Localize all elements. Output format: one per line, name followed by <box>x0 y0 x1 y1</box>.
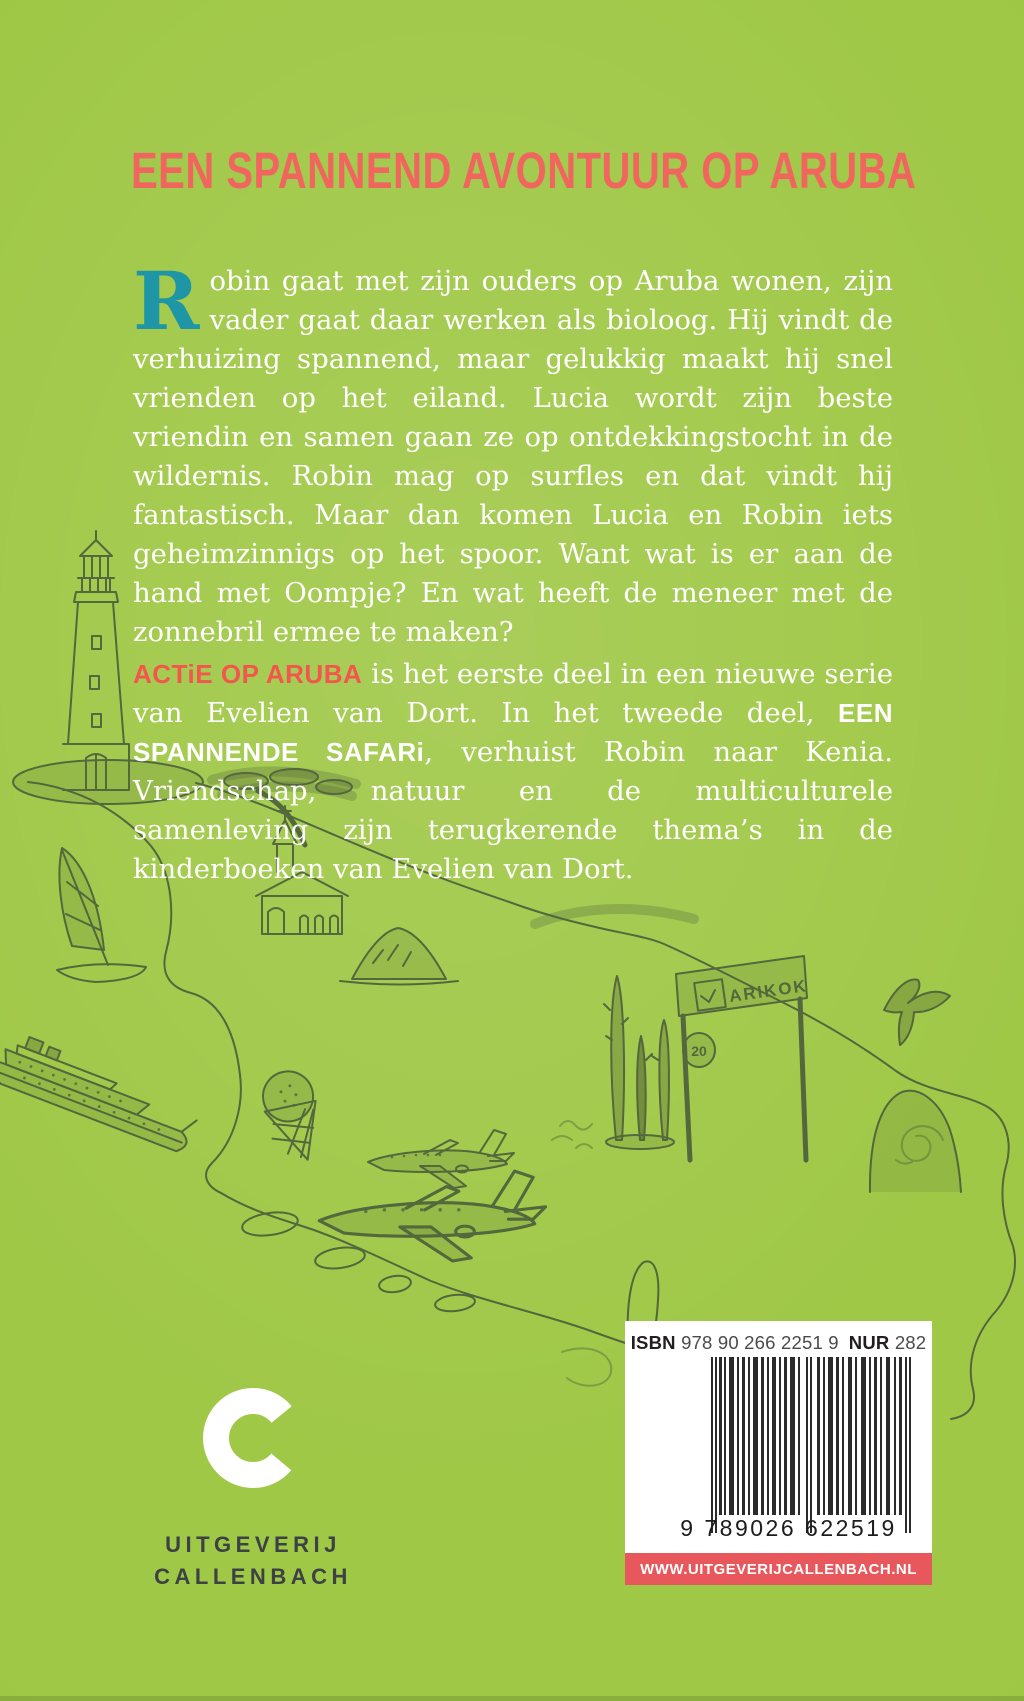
publisher-name-line1: UITGEVERIJ <box>165 1532 341 1557</box>
publisher-website-bar <box>625 1553 932 1585</box>
ice-cream-illustration <box>257 1067 327 1167</box>
nur-value: 282 <box>894 1332 927 1353</box>
website-url: WWW.UITGEVERIJCALLENBACH.NL <box>640 1561 917 1578</box>
publisher-name-line2: CALLENBACH <box>154 1564 352 1589</box>
isbn-value: 978 90 266 2251 9 <box>681 1332 839 1353</box>
cruise-ship-illustration <box>0 1027 203 1154</box>
blurb-text-2b: , verhuist Robin naar Kenia. Vriendschap, natuur en de multiculturele samenleving zijn terugkerende thema’s in de kinderboeken van Evelien van Dort. <box>133 736 893 885</box>
isbn-label: ISBN <box>630 1332 676 1353</box>
airplane-small-illustration <box>368 1130 514 1188</box>
blurb-paragraph-2 <box>133 655 893 889</box>
dropcap: R <box>133 254 200 348</box>
barcode-digits: 9 789026 622519 <box>680 1515 897 1541</box>
park-sign-label: ARIKOK <box>727 976 809 1006</box>
nur-label: NUR <box>848 1332 890 1353</box>
ean-barcode <box>711 1357 911 1535</box>
arikok-park-sign <box>676 956 809 1160</box>
tagline: EEN SPANNEND AVONTUUR OP ARUBA <box>131 143 917 200</box>
blurb-paragraph-1 <box>133 254 893 652</box>
blurb-text-1: obin gaat met zijn ouders op Aruba wonen, zijn vader gaat daar werken als bioloog. Hij vindt de verhuizing spannend, maar gelukkig maakt hij snel vrienden op het eiland. Lucia wordt zijn beste vriendin en samen gaan ze op ontdekkingstocht in de wildernis. Robin mag op surfles en dat vindt hij fantastisch. Maar dan komen Lucia en Robin iets geheimzinnigs op het spoor. Want wat is er aan de hand met Oompje? En wat heeft de meneer met de zonnebril ermee te maken? <box>133 265 893 648</box>
page-bottom-edge <box>0 1696 1024 1701</box>
speed-sign-label: 20 <box>691 1043 707 1059</box>
isbn-line <box>625 1332 932 1354</box>
hooiberg-mountain-illustration <box>340 928 458 985</box>
frigate-bird-illustration <box>884 980 950 1045</box>
series-title-inline: EEN SPANNENDE SAFARi <box>133 698 893 767</box>
callenbach-logo-icon <box>199 1386 307 1494</box>
cacti-illustration <box>552 976 674 1149</box>
book-title-inline: ACTiE OP ARUBA <box>133 659 363 689</box>
publisher-block <box>133 1386 373 1590</box>
isbn-barcode-box <box>625 1321 932 1553</box>
blurb-text-2a: is het eerste deel in een nieuwe serie van Evelien van Dort. In het tweede deel, <box>133 658 893 729</box>
petroglyph-rock-illustration <box>870 1091 961 1192</box>
